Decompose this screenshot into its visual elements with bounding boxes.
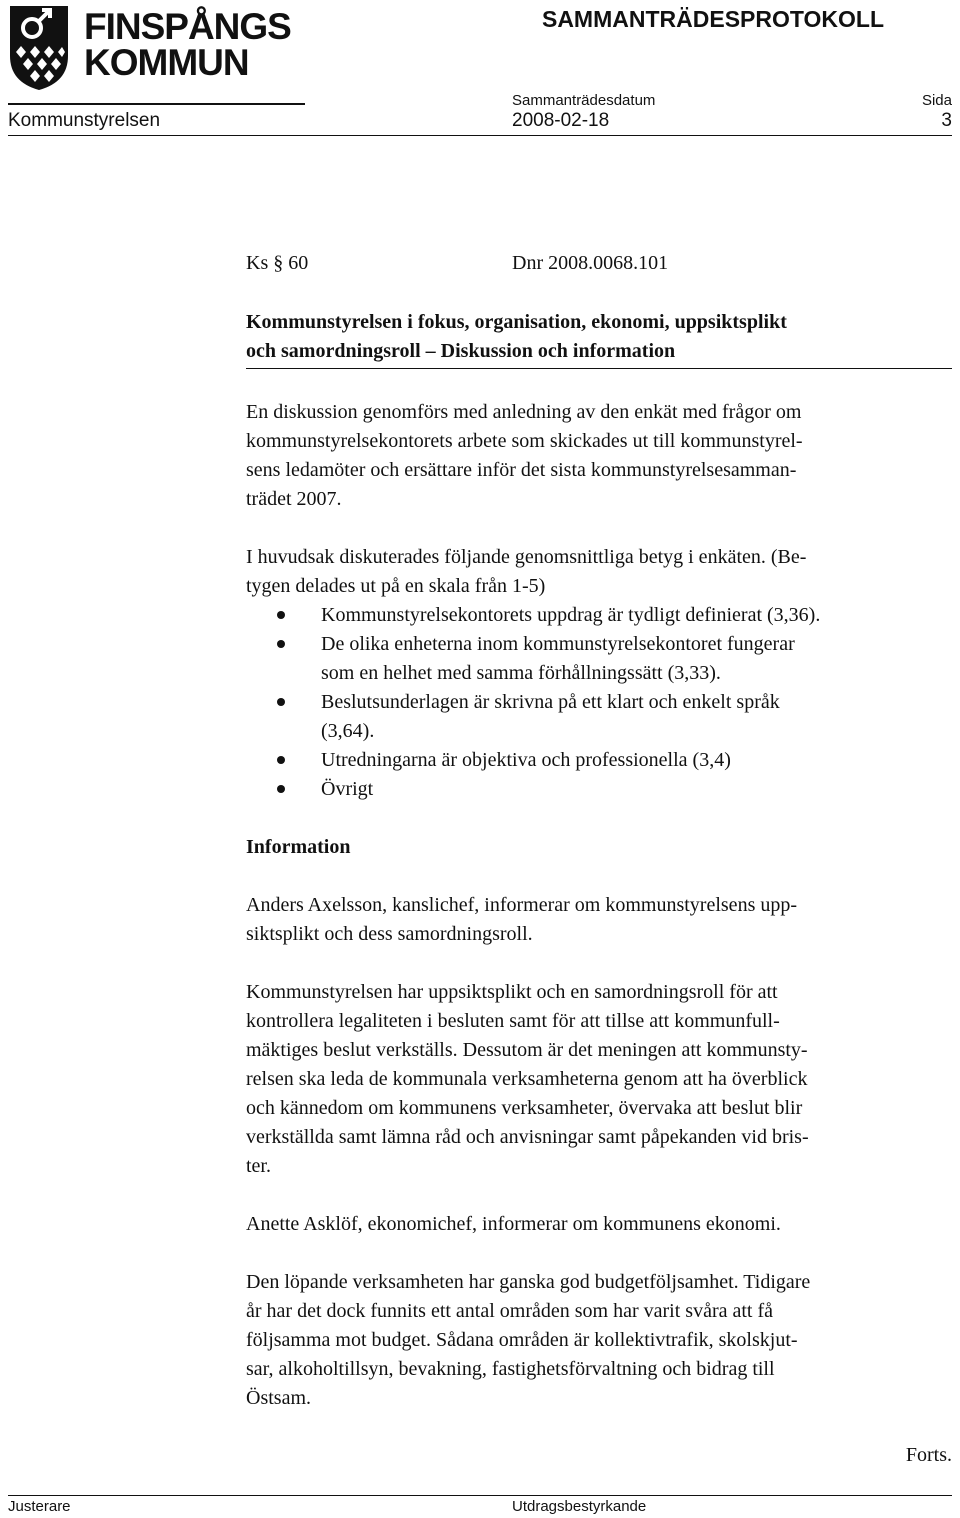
page-number: 3 (941, 110, 952, 131)
paragraph (246, 1268, 952, 1413)
logo-underline (8, 103, 305, 105)
text-line: mäktiges beslut verkställs. Dessutom är det meningen att kommunsty- (246, 1039, 808, 1061)
text-line: tygen delades ut på en skala från 1-5) (246, 575, 546, 597)
paragraph (246, 1210, 952, 1239)
text-line: och kännedom om kommunens verksamheter, övervaka att beslut blir (246, 1097, 803, 1119)
case-paragraph-number: Ks § 60 (246, 251, 309, 274)
text-line: Anette Asklöf, ekonomichef, informerar om kommunens ekonomi. (246, 1213, 781, 1235)
text-line: år har det dock funnits ett antal områden som har varit svåra att få (246, 1300, 774, 1322)
bullet-icon (277, 785, 285, 793)
document-type: SAMMANTRÄDESPROTOKOLL (541, 6, 884, 32)
header-divider (8, 135, 952, 136)
section-heading: Information (246, 836, 351, 858)
grades-list (246, 601, 952, 804)
bullet-icon (277, 611, 285, 619)
minutes-body (246, 247, 952, 1413)
grades-intro-paragraph (246, 543, 952, 601)
text-line: Kommunstyrelsen har uppsiktsplikt och en samordningsroll för att (246, 981, 778, 1003)
logo-text-line2: KOMMUN (84, 42, 249, 83)
paragraph (246, 978, 952, 1181)
title-line: och samordningsroll – Diskussion och information (246, 340, 676, 362)
text-line: kommunstyrelsekontorets arbete som skickades ut till kommunstyrel- (246, 430, 803, 452)
paragraph (246, 891, 952, 949)
bullet-icon (277, 756, 285, 764)
text-line: relsen ska leda de kommunala verksamheterna genom att ha överblick (246, 1068, 808, 1090)
list-item-text: De olika enheterna inom kommunstyrelsekontoret fungerar (321, 633, 795, 655)
text-line: I huvudsak diskuterades följande genomsnittliga betyg i enkäten. (Be- (246, 546, 807, 568)
list-item-text: Övrigt (321, 778, 374, 800)
list-item-text: Utredningarna är objektiva och professionella (3,4) (321, 749, 731, 771)
page-label: Sida (921, 92, 952, 109)
list-item-text: som en helhet med samma förhållningssätt (3,33). (321, 662, 721, 684)
text-line: följsamma mot budget. Sådana områden är kollektivtrafik, skolskjut- (246, 1329, 798, 1351)
municipality-logo (8, 4, 310, 94)
text-line: ter. (246, 1155, 271, 1177)
title-line: Kommunstyrelsen i fokus, organisation, ekonomi, uppsiktsplikt (246, 311, 787, 333)
list-item (246, 775, 952, 804)
text-line: Den löpande verksamheten har ganska god budgetföljsamhet. Tidigare (246, 1271, 811, 1293)
list-item (246, 630, 952, 688)
text-line: sens ledamöter och ersättare inför det sista kommunstyrelsesamman- (246, 459, 797, 481)
text-line: verkställda samt lämna råd och anvisningar samt påpekanden vid bris- (246, 1126, 809, 1148)
list-item-text: Beslutsunderlagen är skrivna på ett klart och enkelt språk (321, 691, 780, 713)
text-line: Anders Axelsson, kanslichef, informerar om kommunstyrelsens upp- (246, 894, 798, 916)
bullet-icon (277, 640, 285, 648)
date-label: Sammanträdesdatum (512, 92, 656, 109)
list-item (246, 688, 952, 746)
intro-paragraph (246, 398, 952, 514)
meeting-date: 2008-02-18 (512, 110, 610, 131)
list-item (246, 601, 952, 630)
continued-marker: Forts. (905, 1444, 952, 1466)
coat-of-arms-icon (8, 4, 70, 92)
case-dnr: Dnr 2008.0068.101 (512, 251, 669, 274)
department-name: Kommunstyrelsen (8, 110, 161, 131)
text-line: Östsam. (246, 1387, 311, 1409)
text-line: kontrollera legaliteten i besluten samt för att tillse att kommunfull- (246, 1010, 780, 1032)
text-line: sar, alkoholtillsyn, bevakning, fastighetsförvaltning och bidrag till (246, 1358, 775, 1380)
list-item (246, 746, 952, 775)
bullet-icon (277, 698, 285, 706)
footer-divider (8, 1495, 952, 1496)
footer-adjuster-label: Justerare (8, 1498, 71, 1515)
item-title (246, 308, 952, 366)
text-line: trädet 2007. (246, 488, 342, 510)
text-line: En diskussion genomförs med anledning av den enkät med frågor om (246, 401, 802, 423)
list-item-text: (3,64). (321, 720, 375, 742)
footer-certification-label: Utdragsbestyrkande (512, 1498, 647, 1515)
text-line: siktsplikt och dess samordningsroll. (246, 923, 533, 945)
case-reference (246, 247, 952, 279)
logo-text-line1: FINSPÅNGS (84, 6, 291, 47)
list-item-text: Kommunstyrelsekontorets uppdrag är tydligt definierat (3,36). (321, 604, 821, 626)
